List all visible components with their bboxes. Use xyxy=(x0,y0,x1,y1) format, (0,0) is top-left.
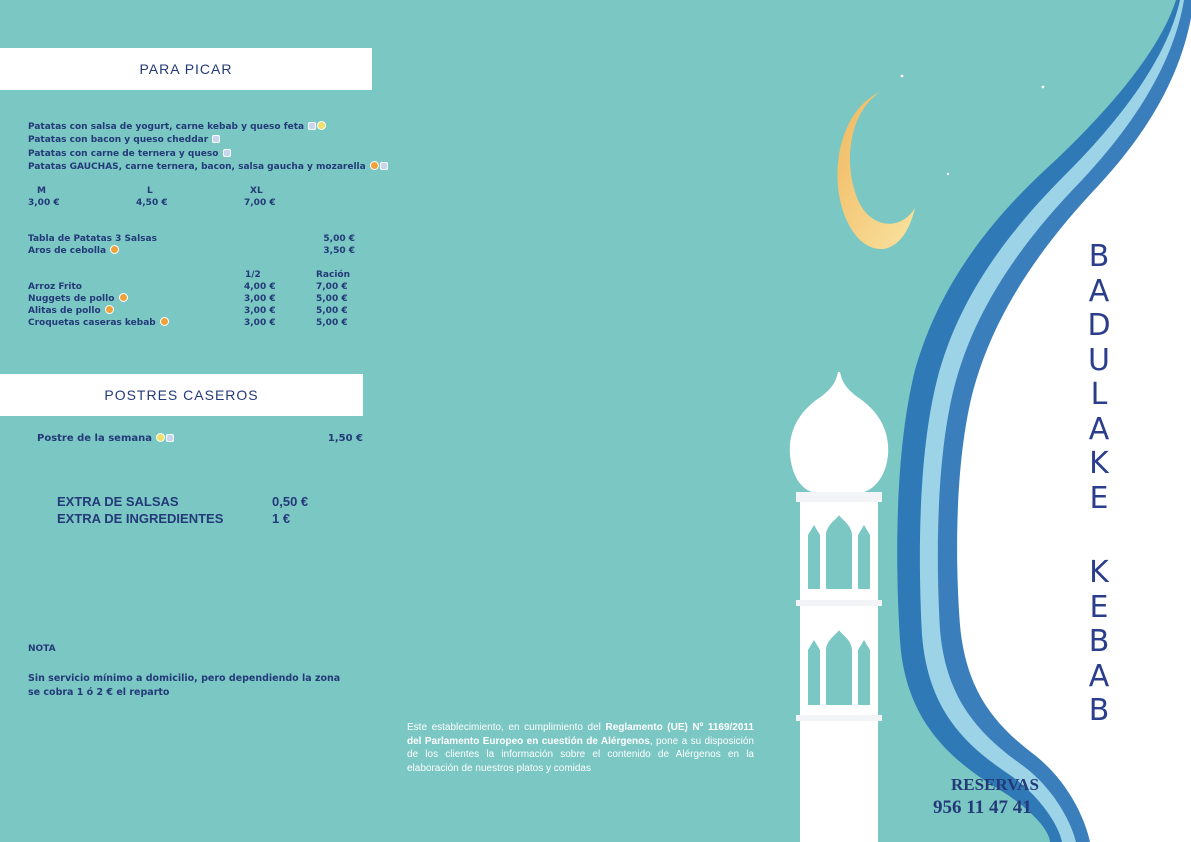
egg-allergen-icon xyxy=(317,121,326,130)
postre-item: Postre de la semana xyxy=(37,432,174,445)
milk-allergen-icon xyxy=(223,149,231,157)
size-xl-price: 7,00 € xyxy=(244,198,276,208)
extra-salsas-label: EXTRA DE SALSAS xyxy=(57,494,179,509)
star xyxy=(1042,86,1045,89)
extra-ingredientes-label: EXTRA DE INGREDIENTES xyxy=(57,511,224,526)
extra-item-name: Aros de cebolla xyxy=(28,245,119,258)
allergen-legal-notice: Este establecimiento, en cumplimiento del Reglamento (UE) Nº 1169/2011 del Parlamento Europeo en cuestión de Alérgenos, pone a su disposición de los clientes la información sobre el contenido de Alérgenos en la elaboración de nuestros platos y comidas xyxy=(407,722,754,774)
size-m-price: 3,00 € xyxy=(28,198,60,208)
extra-item-price: 3,50 € xyxy=(323,246,355,256)
moon-icon xyxy=(837,92,915,249)
reservas-label: RESERVAS xyxy=(951,775,1039,794)
nota-title: NOTA xyxy=(28,644,56,654)
racion-full-price: 5,00 € xyxy=(316,306,348,316)
gluten-allergen-icon xyxy=(119,293,128,302)
racion-full-price: 5,00 € xyxy=(316,318,348,328)
gluten-allergen-icon xyxy=(110,245,119,254)
brand-title-vertical xyxy=(1083,240,1115,729)
racion-name: Croquetas caseras kebab xyxy=(28,317,169,330)
patatas-item-3: Patatas con carne de ternera y queso xyxy=(28,148,231,161)
extra-salsas-price: 0,50 € xyxy=(272,494,309,509)
milk-allergen-icon xyxy=(380,162,388,170)
minaret-icon xyxy=(790,372,888,842)
col-half-header: 1/2 xyxy=(245,270,261,280)
postre-price: 1,50 € xyxy=(327,433,363,444)
star xyxy=(947,173,949,175)
size-l-price: 4,50 € xyxy=(136,198,168,208)
racion-name: Arroz Frito xyxy=(28,282,82,292)
postres-title: POSTRES CASEROS xyxy=(104,387,259,403)
racion-full-price: 7,00 € xyxy=(316,282,348,292)
nota-line-1: Sin servicio mínimo a domicilio, pero dependiendo la zona xyxy=(28,673,341,684)
racion-half-price: 3,00 € xyxy=(244,318,276,328)
racion-name: Alitas de pollo xyxy=(28,305,114,318)
racion-half-price: 3,00 € xyxy=(244,306,276,316)
postres-banner xyxy=(0,374,363,416)
size-l-label: L xyxy=(147,186,153,196)
reservas-phone: 956 11 47 41 xyxy=(933,797,1032,818)
size-m-label: M xyxy=(37,186,46,196)
size-xl-label: XL xyxy=(250,186,263,196)
extra-ingredientes-price: 1 € xyxy=(272,511,291,526)
racion-full-price: 5,00 € xyxy=(316,294,348,304)
para-picar-title: PARA PICAR xyxy=(139,61,233,77)
col-racion-header: Ración xyxy=(316,270,351,280)
gluten-allergen-icon xyxy=(160,317,169,326)
brand-word-badulake: B A D U L A K E xyxy=(1087,239,1111,516)
extra-item-name: Tabla de Patatas 3 Salsas xyxy=(28,234,157,244)
patatas-item-4: Patatas GAUCHAS, carne ternera, bacon, salsa gaucha y mozarella xyxy=(28,161,388,174)
gluten-allergen-icon xyxy=(105,305,114,314)
egg-allergen-icon xyxy=(156,433,165,442)
milk-allergen-icon xyxy=(212,135,220,143)
para-picar-banner xyxy=(0,48,372,90)
patatas-item-1: Patatas con salsa de yogurt, carne kebab y queso feta xyxy=(28,121,326,134)
patatas-item-2: Patatas con bacon y queso cheddar xyxy=(28,134,220,147)
milk-allergen-icon xyxy=(166,434,174,442)
extra-item-price: 5,00 € xyxy=(323,234,355,244)
gluten-allergen-icon xyxy=(370,161,379,170)
milk-allergen-icon xyxy=(308,122,316,130)
star xyxy=(901,75,904,78)
brand-word-kebab: K E B A B xyxy=(1088,555,1110,728)
racion-name: Nuggets de pollo xyxy=(28,293,128,306)
nota-line-2: se cobra 1 ó 2 € el reparto xyxy=(28,687,170,698)
racion-half-price: 3,00 € xyxy=(244,294,276,304)
racion-half-price: 4,00 € xyxy=(244,282,276,292)
